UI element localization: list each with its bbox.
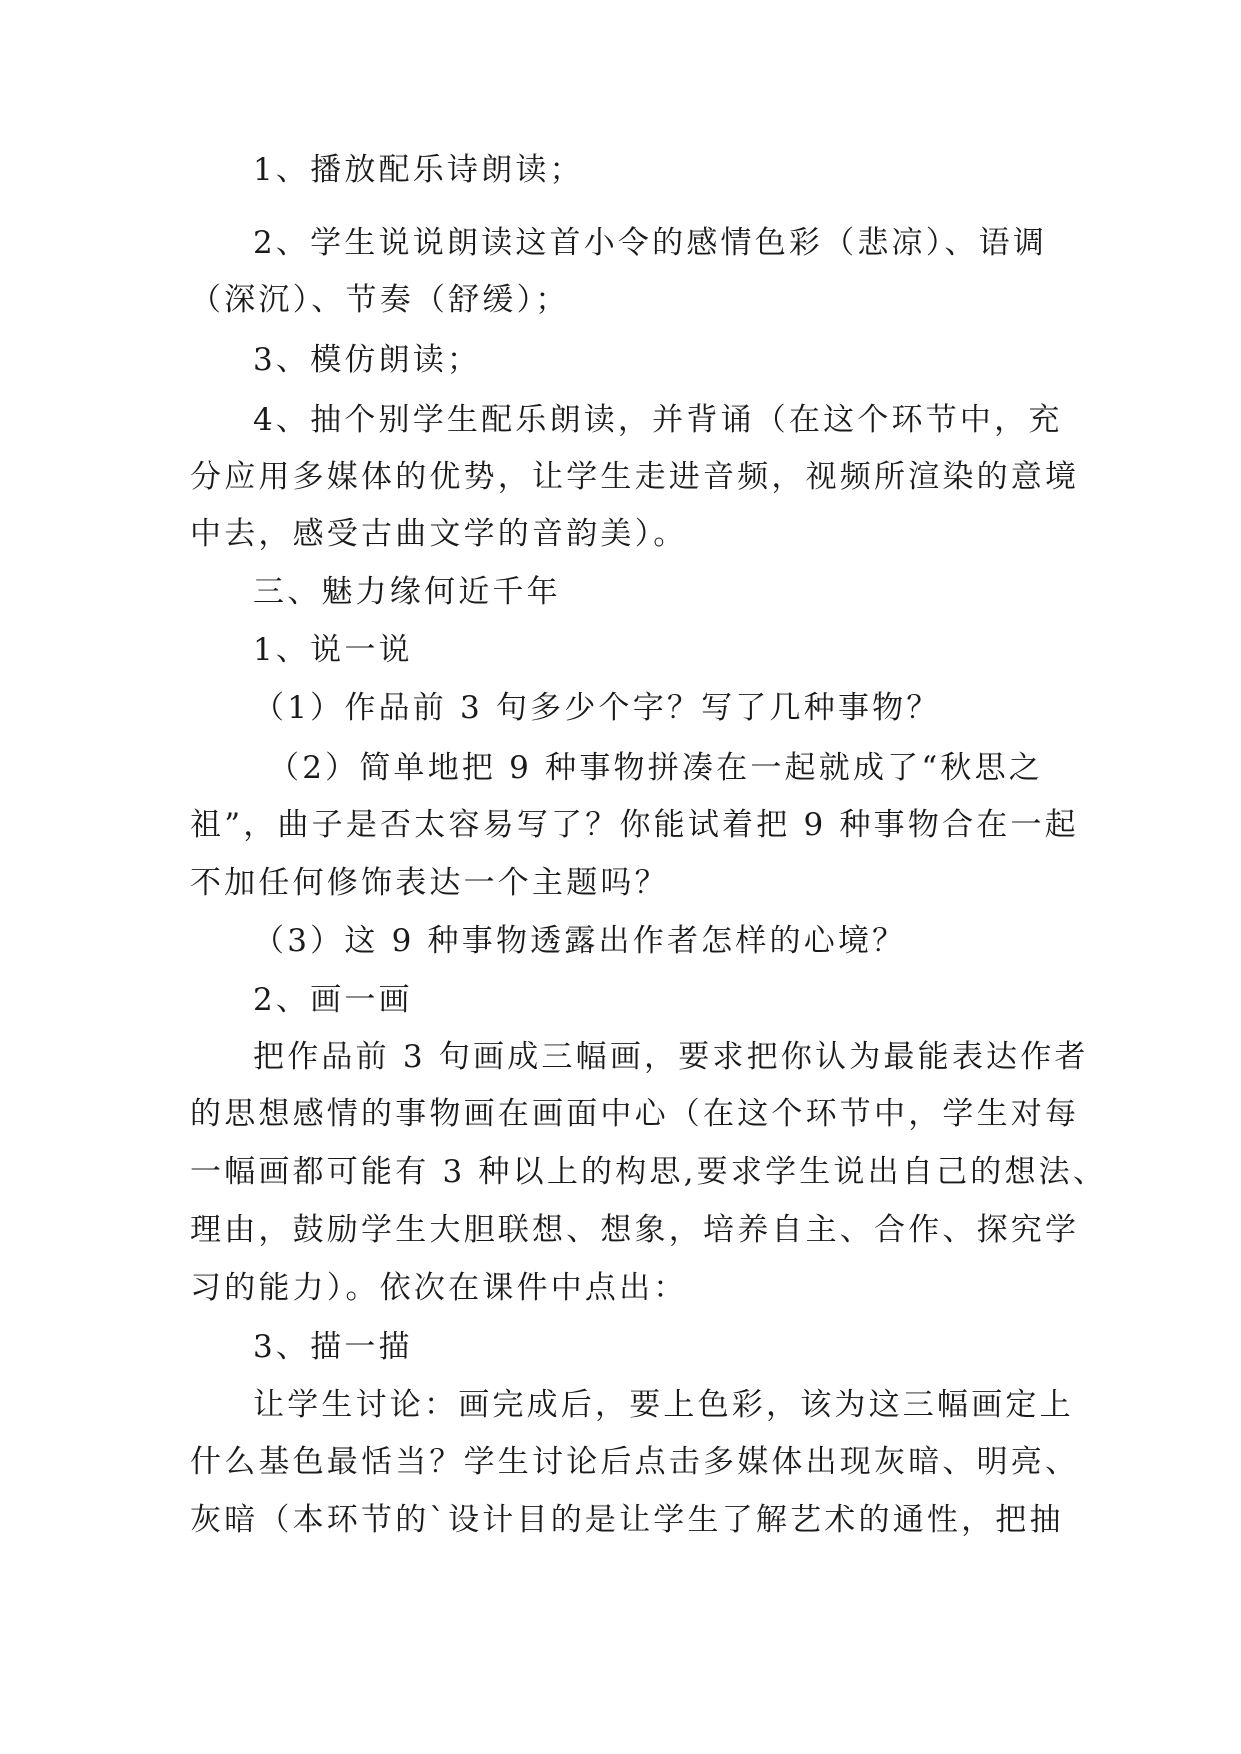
text-line: 2、画一画 xyxy=(253,982,413,1018)
text-line: 3、描一描 xyxy=(253,1329,413,1365)
text-line: 不加任何修饰表达一个主题吗？ xyxy=(190,865,669,901)
text-line: 理由，鼓励学生大胆联想、想象，培养自主、合作、探究学 xyxy=(190,1212,1080,1248)
text-line: 祖”，曲子是否太容易写了？你能试着把 9 种事物合在一起 xyxy=(190,807,1079,843)
text-line: （2）简单地把 9 种事物拼凑在一起就成了“秋思之 xyxy=(268,750,1044,786)
text-line: （深沉）、节奏（舒缓）； xyxy=(190,282,570,318)
text-line: 把作品前 3 句画成三幅画，要求把你认为最能表达作者 xyxy=(253,1039,1089,1075)
text-line: 中去，感受古曲文学的音韵美）。 xyxy=(190,516,688,552)
section-heading: 三、魅力缘何近千年 xyxy=(253,574,561,610)
text-line: 3、模仿朗读； xyxy=(253,342,482,378)
text-line: 灰暗（本环节的`设计目的是让学生了解艺术的通性，把抽 xyxy=(190,1502,1064,1538)
text-line: （3）这 9 种事物透露出作者怎样的心境？ xyxy=(253,923,907,959)
text-line: 4、抽个别学生配乐朗读，并背诵（在这个环节中，充 xyxy=(253,402,1063,438)
text-line: 2、学生说说朗读这首小令的感情色彩（悲凉）、语调 xyxy=(253,225,1048,261)
text-line: 一幅画都可能有 3 种以上的构思,要求学生说出自己的想法、 xyxy=(190,1154,1108,1190)
text-line: 1、说一说 xyxy=(253,632,413,668)
text-line: 什么基色最恬当？学生讨论后点击多媒体出现灰暗、明亮、 xyxy=(190,1444,1080,1480)
text-line: 让学生讨论：画完成后，要上色彩，该为这三幅画定上 xyxy=(253,1387,1074,1423)
text-line: 的思想感情的事物画在画面中心（在这个环节中，学生对每 xyxy=(190,1096,1080,1132)
text-line: （1）作品前 3 句多少个字？写了几种事物？ xyxy=(253,690,941,726)
text-line: 1、播放配乐诗朗读； xyxy=(253,152,584,188)
text-line: 分应用多媒体的优势，让学生走进音频，视频所渲染的意境 xyxy=(190,459,1080,495)
text-line: 习的能力）。依次在课件中点出： xyxy=(190,1270,688,1306)
